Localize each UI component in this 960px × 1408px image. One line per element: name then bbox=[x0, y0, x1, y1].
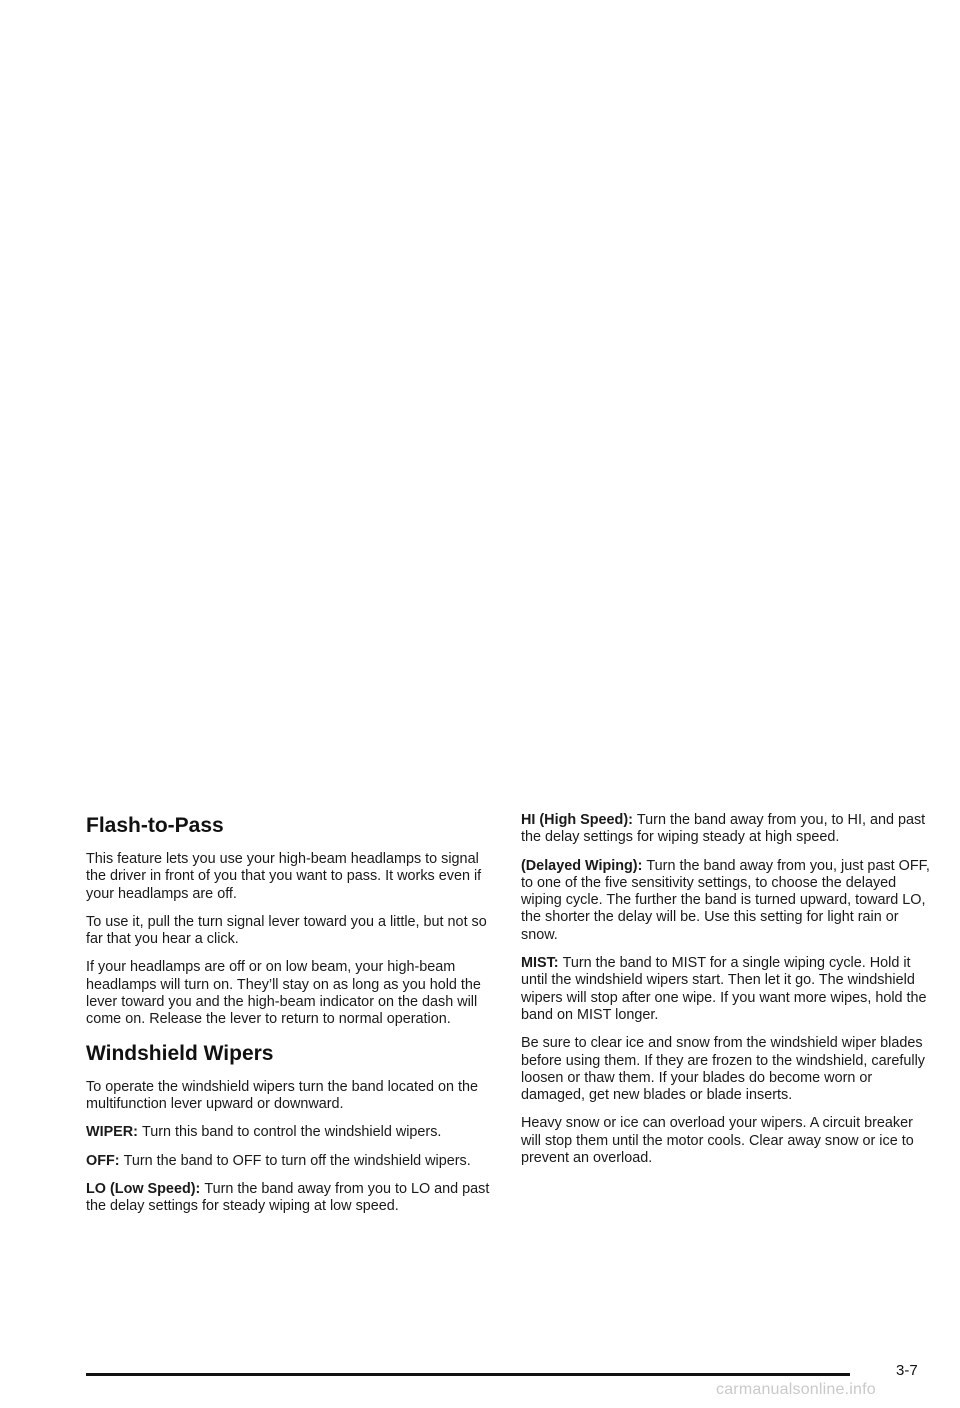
term-description: Turn this band to control the windshield wipers. bbox=[141, 1124, 442, 1141]
watermark: carmanualsonline.info bbox=[716, 1381, 876, 1398]
term-label: (Delayed Wiping): bbox=[521, 857, 643, 874]
right-column bbox=[521, 812, 931, 1178]
term-description: Turn the band away from you to LO and past the delay settings for steady wiping at low speed. bbox=[86, 1180, 490, 1215]
term-description: Turn the band to MIST for a single wiping cycle. Hold it until the windshield wipers start. Then let it go. The windshield wipers will stop after one wipe. If you want more wipes, hold the band on MIST longer. bbox=[521, 955, 927, 1023]
page-number: 3-7 bbox=[896, 1362, 918, 1379]
paragraph: This feature lets you use your high-beam headlamps to signal the driver in front of you that you want to pass. It works even if your headlamps are off. bbox=[86, 851, 482, 902]
definition-wiper bbox=[86, 1124, 496, 1141]
section-heading-windshield-wipers: Windshield Wipers bbox=[86, 1041, 274, 1065]
left-column bbox=[86, 812, 496, 1226]
paragraph: To use it, pull the turn signal lever toward you a little, but not so far that you hear a click. bbox=[86, 913, 487, 948]
definition-off bbox=[86, 1153, 496, 1170]
paragraph: Be sure to clear ice and snow from the windshield wiper blades before using them. If they are frozen to the windshield, carefully loosen or thaw them. If your blades do become worn or damaged, get new blades or blade inserts. bbox=[521, 1035, 925, 1104]
section-heading-flash-to-pass: Flash-to-Pass bbox=[86, 814, 224, 837]
term-label: LO (Low Speed): bbox=[86, 1180, 201, 1197]
term-description: Turn the band away from you, to HI, and past the delay settings for wiping steady at high speed. bbox=[521, 812, 926, 846]
paragraph: To operate the windshield wipers turn the band located on the multifunction lever upward or downward. bbox=[86, 1078, 479, 1112]
term-description: Turn the band to OFF to turn off the windshield wipers. bbox=[123, 1152, 471, 1169]
term-label: OFF: bbox=[86, 1152, 120, 1169]
definition-lo bbox=[86, 1181, 496, 1216]
footer-rule bbox=[86, 1373, 850, 1376]
paragraph: If your headlamps are off or on low beam, your high-beam headlamps will turn on. They’ll stay on as long as you hold the lever toward you and the high-beam indicator on the dash will come on. Release the lever to return to normal operation. bbox=[86, 959, 481, 1028]
term-label: HI (High Speed): bbox=[521, 812, 633, 828]
term-label: MIST: bbox=[521, 955, 559, 972]
definition-delayed bbox=[521, 858, 931, 944]
paragraph: Heavy snow or ice can overload your wipers. A circuit breaker will stop them until the motor cools. Clear away snow or ice to prevent an overload. bbox=[521, 1115, 914, 1167]
definition-mist bbox=[521, 955, 931, 1024]
term-label: WIPER: bbox=[86, 1124, 138, 1141]
definition-hi bbox=[521, 812, 931, 847]
term-description: Turn the band away from you, just past OFF, to one of the five sensitivity settings, to choose the delayed wiping cycle. The further the band is turned upward, toward LO, the shorter the delay will be. Use this setting for light rain or snow. bbox=[521, 857, 930, 943]
